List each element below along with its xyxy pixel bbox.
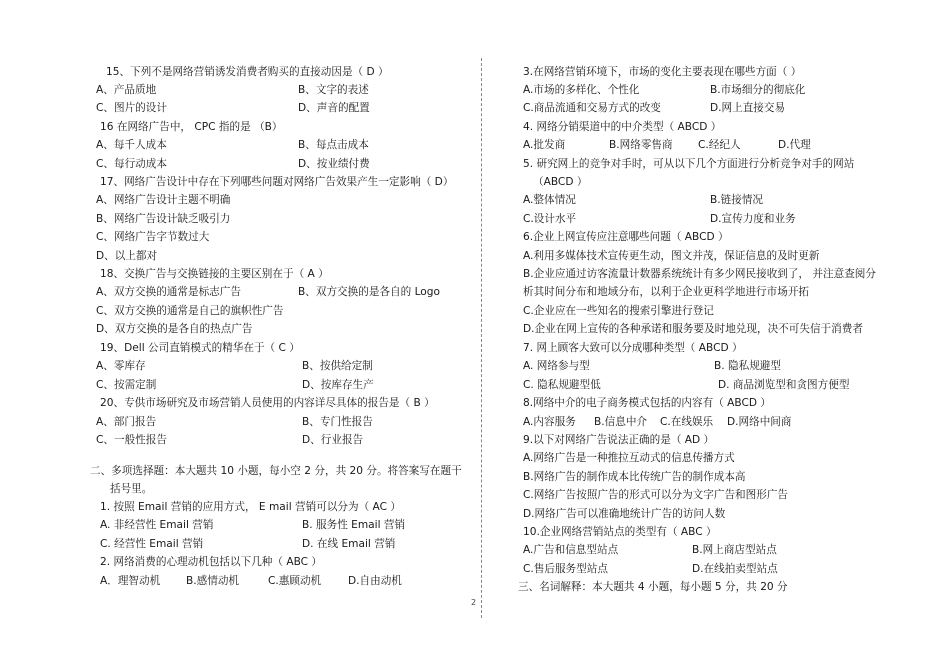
option-c: C.商品流通和交易方式的改变 xyxy=(523,102,661,114)
option-d: D.宣传力度和业务 xyxy=(710,213,796,225)
option-b: B、文字的表述 xyxy=(298,84,369,96)
option-a: A、产品质地 xyxy=(96,84,157,96)
multi-question-3: 3.在网络营销环境下，市场的变化主要表现在哪些方面（ ） xyxy=(523,66,802,78)
option-c: C.网络广告按照广告的形式可以分为文字广告和图形广告 xyxy=(523,489,789,501)
option-c: C、一般性报告 xyxy=(96,434,167,446)
option-b: B.感情动机 xyxy=(186,575,240,587)
option-b: B、双方交换的是各自的 Logo xyxy=(298,286,440,298)
option-d: D、双方交换的是各自的热点广告 xyxy=(96,323,253,335)
option-d: D.在线拍卖型站点 xyxy=(692,563,778,575)
question-15: 15、下列不是网络营销诱发消费者购买的直接动因是（ D ） xyxy=(106,66,389,78)
option-b: B.网络零售商 xyxy=(609,139,673,151)
option-b: B.企业应通过访客流量计数器系统统计有多少网民接收到了， 并注意查阅分 xyxy=(523,268,876,280)
multi-question-10: 10.企业网络营销站点的类型有（ ABC ） xyxy=(523,526,717,538)
option-a: A.利用多媒体技术宣传更生动，图文并茂，保证信息的及时更新 xyxy=(523,250,820,262)
option-a: A、双方交换的通常是标志广告 xyxy=(96,286,241,298)
option-c: C、网络广告字节数过大 xyxy=(96,231,210,243)
option-c: C、每行动成本 xyxy=(96,158,167,170)
option-c: C. 隐私规避型低 xyxy=(523,379,601,391)
option-a: A.广告和信息型站点 xyxy=(523,544,619,556)
option-c: C、双方交换的通常是自己的旗帜性广告 xyxy=(96,305,284,317)
option-d: D.网络中间商 xyxy=(727,416,792,428)
option-a: A.批发商 xyxy=(523,139,566,151)
option-c: C.设计水平 xyxy=(523,213,577,225)
question-16: 16 在网络广告中， CPC 指的是 （B） xyxy=(100,121,283,133)
option-c: C.在线娱乐 xyxy=(660,416,714,428)
multi-question-5: 5. 研究网上的竞争对手时，可从以下几个方面进行分析竞争对手的网站 xyxy=(523,158,855,170)
option-c: C.企业应在一些知名的搜索引擎进行登记 xyxy=(523,305,714,317)
multi-question-8: 8.网络中介的电子商务模式包括的内容有（ ABCD ） xyxy=(523,397,772,409)
option-a: A、网络广告设计主题不明确 xyxy=(96,194,231,206)
option-a: A．理智动机 xyxy=(100,575,161,587)
option-b: B.网上商店型站点 xyxy=(692,544,777,556)
option-d: D.网上直接交易 xyxy=(710,102,786,114)
multi-question-6: 6.企业上网宣传应注意哪些问题（ ABCD ） xyxy=(523,231,729,243)
multi-question-2: 2. 网络消费的心理动机包括以下几种（ ABC ） xyxy=(100,556,323,568)
option-d: D.企业在网上宣传的各种承诺和服务要及时地兑现，决不可失信于消费者 xyxy=(523,323,863,335)
option-b: B. 服务性 Email 营销 xyxy=(302,519,406,531)
option-d: D、按业绩付费 xyxy=(298,158,370,170)
option-a: A.内容服务 xyxy=(523,416,576,428)
multi-question-4: 4. 网络分销渠道中的中介类型（ ABCD ） xyxy=(523,121,722,133)
option-b: B.市场细分的彻底化 xyxy=(710,84,806,96)
question-19: 19、Dell 公司直销模式的精华在于（ C ） xyxy=(100,342,300,354)
section-heading-continued: 括号里。 xyxy=(110,483,153,495)
answer-paren: （ABCD ） xyxy=(533,176,588,188)
multi-question-9: 9.以下对网络广告说法正确的是（ AD ） xyxy=(523,434,715,446)
option-a: A.网络广告是一种推拉互动式的信息传播方式 xyxy=(523,452,735,464)
option-d: D. 商品浏览型和贪图方便型 xyxy=(718,379,850,391)
column-divider xyxy=(481,58,483,618)
option-c: C、图片的设计 xyxy=(96,102,167,114)
option-b: B、专门性报告 xyxy=(302,416,373,428)
section-heading-multiple-choice: 二、多项选择题：本大题共 10 小题，每小空 2 分，共 20 分。将答案写在题干 xyxy=(90,465,462,477)
multi-question-1: 1. 按照 Email 营销的应用方式， E mail 营销可以分为（ AC ） xyxy=(100,501,401,513)
option-c: C.惠顾动机 xyxy=(268,575,322,587)
option-b: B.信息中介 xyxy=(594,416,648,428)
option-a: A、每千人成本 xyxy=(96,139,167,151)
option-c: C.售后服务型站点 xyxy=(523,563,608,575)
option-a: A、零库存 xyxy=(96,360,146,372)
option-a: A、部门报告 xyxy=(96,416,157,428)
option-d: D.网络广告可以准确地统计广告的访问人数 xyxy=(523,508,726,520)
option-a: A. 非经营性 Email 营销 xyxy=(100,519,214,531)
option-b: B、按供给定制 xyxy=(302,360,373,372)
option-d: D.代理 xyxy=(778,139,811,151)
multi-question-7: 7. 网上顾客大致可以分成哪种类型（ ABCD ） xyxy=(523,342,743,354)
option-a: A.整体情况 xyxy=(523,194,576,206)
option-b: B.网络广告的制作成本比传统广告的制作成本高 xyxy=(523,471,746,483)
question-18: 18、交换广告与交换链接的主要区别在于（ A ） xyxy=(100,268,329,280)
option-c: C. 经营性 Email 营销 xyxy=(100,538,204,550)
option-b: B. 隐私规避型 xyxy=(714,360,781,372)
option-d: D、声音的配置 xyxy=(298,102,370,114)
page-number: 2 xyxy=(471,598,477,607)
option-d: D、行业报告 xyxy=(302,434,364,446)
question-20: 20、专供市场研究及市场营销人员使用的内容详尽具体的报告是（ B ） xyxy=(100,397,435,409)
option-c: C、按需定制 xyxy=(96,379,157,391)
option-d: D.自由动机 xyxy=(348,575,402,587)
section-heading-term-definitions: 三、名词解释：本大题共 4 小题，每小题 5 分，共 20 分 xyxy=(518,581,788,593)
question-17: 17、网络广告设计中存在下列哪些问题对网络广告效果产生一定影响（ D） xyxy=(100,176,454,188)
option-b: B、每点击成本 xyxy=(298,139,369,151)
option-b: B.链接情况 xyxy=(710,194,764,206)
option-b: B、网络广告设计缺乏吸引力 xyxy=(96,213,231,225)
option-d: D. 在线 Email 营销 xyxy=(302,538,396,550)
option-d: D、按库存生产 xyxy=(302,379,374,391)
option-b-continued: 析其时间分布和地域分布，以利于企业更科学地进行市场开拓 xyxy=(523,286,810,298)
option-d: D、以上都对 xyxy=(96,250,158,262)
option-a: A. 网络参与型 xyxy=(523,360,590,372)
option-a: A.市场的多样化、个性化 xyxy=(523,84,640,96)
option-c: C.经纪人 xyxy=(698,139,741,151)
